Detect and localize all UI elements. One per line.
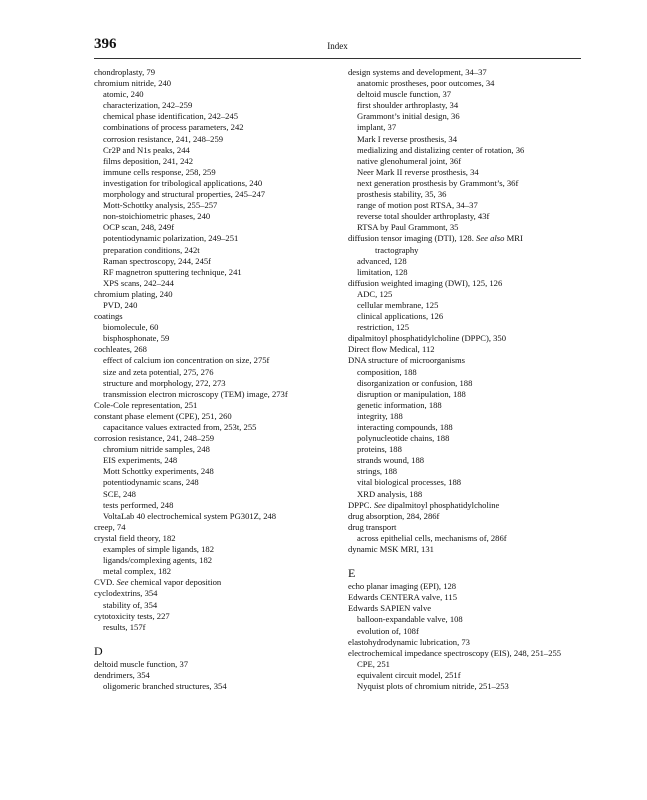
index-subentry: size and zeta potential, 275, 276: [103, 366, 214, 377]
index-entry: Edwards SAPIEN valve: [348, 603, 432, 614]
index-subentry: advanced, 128: [357, 255, 407, 266]
index-subentry: proteins, 188: [357, 444, 402, 455]
index-subentry: across epithelial cells, mechanisms of, 286f: [357, 532, 507, 543]
index-subentry: equivalent circuit model, 251f: [357, 669, 461, 680]
index-subentry: implant, 37: [357, 122, 397, 133]
index-subentry: reverse total shoulder arthroplasty, 43f: [357, 211, 490, 222]
index-subentry: morphology and structural properties, 245–247: [103, 189, 266, 200]
index-subentry: films deposition, 241, 242: [103, 155, 193, 166]
index-subentry: examples of simple ligands, 182: [103, 544, 214, 555]
index-subentry: next generation prosthesis by Grammont’s, 36f: [357, 177, 519, 188]
index-entry: CVD. See chemical vapor deposition: [94, 577, 222, 588]
index-entry: Direct flow Medical, 112: [348, 344, 435, 355]
index-subentry: strings, 188: [357, 466, 398, 477]
index-entry: chromium plating, 240: [94, 288, 173, 299]
index-entry: dipalmitoyl phosphatidylcholine (DPPC), 350: [348, 333, 507, 344]
index-subentry: bisphosphonate, 59: [103, 333, 170, 344]
index-subentry: ADC, 125: [357, 288, 393, 299]
index-subentry: corrosion resistance, 241, 248–259: [103, 133, 224, 144]
index-subentry: results, 157f: [103, 621, 146, 632]
index-subentry: metal complex, 182: [103, 566, 172, 577]
index-subentry: biomolecule, 60: [103, 322, 159, 333]
index-entry: corrosion resistance, 241, 248–259: [94, 433, 215, 444]
index-subentry: atomic, 240: [103, 89, 144, 100]
index-entry: creep, 74: [94, 521, 126, 532]
index-subentry: integrity, 188: [357, 410, 403, 421]
index-subentry: PVD, 240: [103, 299, 138, 310]
index-entry: drug absorption, 284, 286f: [348, 510, 440, 521]
index-subentry: EIS experiments, 248: [103, 455, 178, 466]
index-subentry: restriction, 125: [357, 322, 410, 333]
index-subentry: non-stoichiometric phases, 240: [103, 211, 211, 222]
index-subentry: Mark I reverse prosthesis, 34: [357, 133, 457, 144]
running-head: Index: [327, 41, 348, 51]
page-number: 396: [94, 36, 117, 52]
index-column-left: [94, 67, 334, 692]
see-reference: See: [373, 499, 386, 510]
index-subentry: chromium nitride samples, 248: [103, 444, 210, 455]
index-subentry: investigation for tribological applications, 240: [103, 177, 263, 188]
index-subentry: medializing and distalizing center of rotation, 36: [357, 144, 525, 155]
index-subentry: CPE, 251: [357, 658, 390, 669]
index-subentry: limitation, 128: [357, 266, 408, 277]
index-subentry: native glenohumeral joint, 36f: [357, 155, 462, 166]
index-subentry: cellular membrane, 125: [357, 299, 439, 310]
index-entry: cytotoxicity tests, 227: [94, 610, 170, 621]
index-subentry: Neer Mark II reverse prosthesis, 34: [357, 166, 479, 177]
index-column-right: [348, 67, 588, 692]
index-subentry: OCP scan, 248, 249f: [103, 222, 175, 233]
index-subentry: composition, 188: [357, 366, 417, 377]
index-subentry: potentiodynamic polarization, 249–251: [103, 233, 239, 244]
index-subentry: deltoid muscle function, 37: [357, 89, 452, 100]
index-subentry: preparation conditions, 242t: [103, 244, 200, 255]
index-entry: diffusion tensor imaging (DTI), 128. See also MRI: [348, 233, 523, 244]
index-subentry: first shoulder arthroplasty, 34: [357, 100, 459, 111]
index-entry: cyclodextrins, 354: [94, 588, 158, 599]
index-entry: cochleates, 268: [94, 344, 147, 355]
index-subentry: strands wound, 188: [357, 455, 425, 466]
index-entry: crystal field theory, 182: [94, 532, 176, 543]
index-entry: DNA structure of microorganisms: [348, 355, 466, 366]
index-entry: electrochemical impedance spectroscopy (EIS), 248, 251–255: [348, 647, 562, 658]
index-entry: coatings: [94, 311, 123, 322]
index-subentry: disruption or manipulation, 188: [357, 388, 466, 399]
index-subentry: combinations of process parameters, 242: [103, 122, 244, 133]
index-subentry: structure and morphology, 272, 273: [103, 377, 226, 388]
index-entry: drug transport: [348, 521, 397, 532]
index-subentry: Grammont’s initial design, 36: [357, 111, 460, 122]
index-subentry: SCE, 248: [103, 488, 136, 499]
index-subentry: tractography: [375, 244, 419, 255]
index-subentry: RTSA by Paul Grammont, 35: [357, 222, 459, 233]
index-subentry: ligands/complexing agents, 182: [103, 555, 213, 566]
index-subentry: vital biological processes, 188: [357, 477, 462, 488]
index-subentry: transmission electron microscopy (TEM) image, 273f: [103, 388, 288, 399]
index-entry: elastohydrodynamic lubrication, 73: [348, 636, 470, 647]
index-subentry: polynucleotide chains, 188: [357, 433, 450, 444]
index-entry: deltoid muscle function, 37: [94, 658, 189, 669]
index-subentry: Mott Schottky experiments, 248: [103, 466, 214, 477]
index-subentry: range of motion post RTSA, 34–37: [357, 200, 478, 211]
index-subentry: chemical phase identification, 242–245: [103, 111, 239, 122]
index-subentry: RF magnetron sputtering technique, 241: [103, 266, 242, 277]
section-letter: E: [348, 566, 356, 581]
index-entry: chromium nitride, 240: [94, 78, 172, 89]
index-subentry: XRD analysis, 188: [357, 488, 423, 499]
index-subentry: prosthesis stability, 35, 36: [357, 189, 447, 200]
index-subentry: Raman spectroscopy, 244, 245f: [103, 255, 212, 266]
index-entry: echo planar imaging (EPI), 128: [348, 581, 457, 592]
index-subentry: effect of calcium ion concentration on size, 275f: [103, 355, 270, 366]
index-subentry: Cr2P and N1s peaks, 244: [103, 144, 190, 155]
index-subentry: stability of, 354: [103, 599, 158, 610]
index-entry: DPPC. See dipalmitoyl phosphatidylcholine: [348, 499, 500, 510]
index-subentry: potentiodynamic scans, 248: [103, 477, 199, 488]
index-entry: dendrimers, 354: [94, 669, 150, 680]
index-subentry: characterization, 242–259: [103, 100, 193, 111]
index-entry: Edwards CENTERA valve, 115: [348, 592, 457, 603]
index-subentry: immune cells response, 258, 259: [103, 166, 216, 177]
index-subentry: capacitance values extracted from, 253t, 255: [103, 422, 257, 432]
index-entry: dynamic MSK MRI, 131: [348, 544, 434, 555]
page-header: [94, 34, 581, 59]
index-entry: chondroplasty, 79: [94, 67, 156, 77]
index-subentry: Mott-Schottky analysis, 255–257: [103, 200, 218, 211]
index-subentry: Nyquist plots of chromium nitride, 251–253: [357, 680, 509, 691]
index-subentry: XPS scans, 242–244: [103, 277, 174, 288]
index-entry: constant phase element (CPE), 251, 260: [94, 410, 232, 421]
index-subentry: tests performed, 248: [103, 499, 174, 510]
see-reference: See also: [476, 233, 505, 244]
index-subentry: VoltaLab 40 electrochemical system PG301Z, 248: [103, 510, 277, 521]
index-subentry: anatomic prostheses, poor outcomes, 34: [357, 78, 495, 89]
index-subentry: interacting compounds, 188: [357, 422, 453, 432]
index-subentry: evolution of, 108f: [357, 625, 419, 636]
index-entry: design systems and development, 34–37: [348, 67, 487, 77]
index-entry: diffusion weighted imaging (DWI), 125, 126: [348, 277, 503, 288]
index-subentry: genetic information, 188: [357, 399, 442, 410]
see-reference: See: [116, 577, 129, 588]
index-subentry: balloon-expandable valve, 108: [357, 614, 463, 625]
index-subentry: oligomeric branched structures, 354: [103, 680, 227, 691]
index-subentry: disorganization or confusion, 188: [357, 377, 473, 388]
section-letter: D: [94, 643, 103, 658]
index-entry: Cole-Cole representation, 251: [94, 399, 198, 410]
index-subentry: clinical applications, 126: [357, 311, 444, 322]
